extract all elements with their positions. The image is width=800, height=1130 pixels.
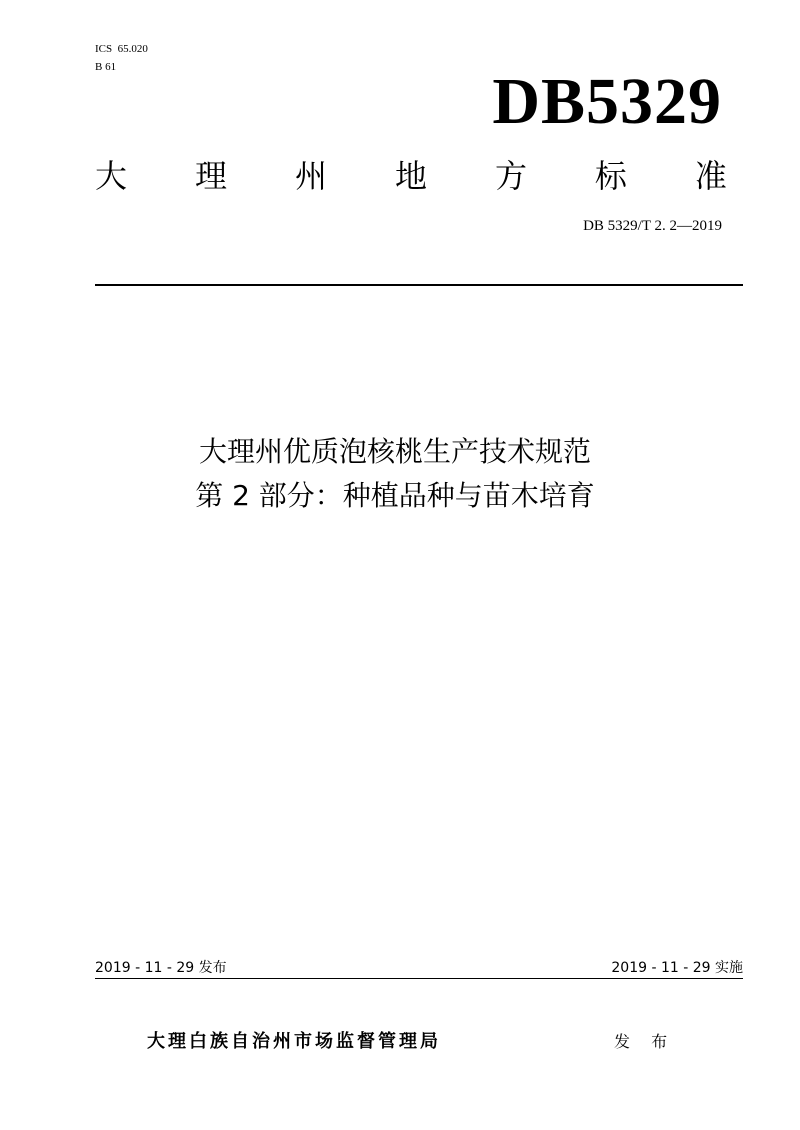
release-date: 2019 - 11 - 29 发布 (95, 960, 227, 976)
footer-divider (95, 978, 743, 979)
title-line-2: 第 2 部分：种植品种与苗木培育 (195, 479, 595, 512)
standard-type-char: 准 (694, 157, 727, 195)
issue-label: 发 布 (614, 1032, 676, 1051)
issuing-authority: 大理白族自治州市场监督管理局 (147, 1031, 441, 1052)
standard-type-char: 州 (294, 157, 327, 195)
standard-type-char: 理 (194, 157, 227, 195)
classification-codes (95, 40, 148, 76)
header-divider (95, 284, 743, 286)
standard-code: DB5329 (492, 65, 722, 138)
standard-type-char: 标 (594, 157, 627, 195)
standard-type-heading (95, 156, 727, 196)
document-title (95, 430, 695, 518)
ccs-code: B 61 (95, 61, 117, 73)
ics-code: ICS 65.020 (95, 43, 148, 55)
standard-type-char: 地 (394, 157, 427, 195)
standard-type-char: 方 (494, 157, 527, 195)
title-line-1: 大理州优质泡核桃生产技术规范 (198, 435, 591, 468)
standard-number: DB 5329/T 2. 2—2019 (583, 218, 722, 234)
date-row (95, 958, 743, 978)
implementation-date: 2019 - 11 - 29 实施 (611, 960, 743, 976)
standard-type-char: 大 (95, 157, 128, 195)
